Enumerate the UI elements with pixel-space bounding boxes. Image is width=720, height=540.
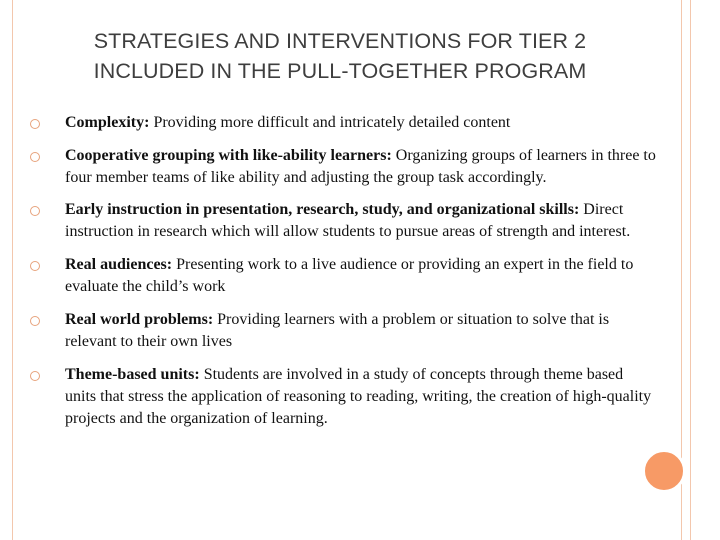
bullet-item-cooperative-grouping	[28, 145, 658, 189]
bullet-text: Presenting work to a live audience or providing an expert in the field to evaluate the child’s work	[65, 256, 634, 295]
bullet-list	[28, 112, 658, 430]
bullet-term: Theme-based units:	[65, 366, 200, 383]
bullet-text: Providing learners with a problem or situation to solve that is relevant to their own lives	[65, 311, 610, 350]
bullet-text: Organizing groups of learners in three to four member teams of like ability and adjusting the group task accordingly.	[65, 147, 656, 186]
bullet-item-real-world-problems	[28, 309, 658, 353]
bullet-term: Complexity:	[65, 114, 150, 131]
bullet-marker-icon	[30, 206, 40, 216]
bullet-marker-icon	[30, 152, 40, 162]
decorative-circle	[642, 449, 686, 493]
bullet-marker-icon	[30, 371, 40, 381]
bullet-item-early-instruction	[28, 199, 658, 243]
slide-title-line-1: STRATEGIES AND INTERVENTIONS FOR TIER 2	[93, 29, 587, 53]
bullet-item-theme-based-units	[28, 364, 658, 430]
bullet-text: Providing more difficult and intricately detailed content	[149, 114, 511, 131]
bullet-term: Real audiences:	[65, 256, 173, 273]
bullet-marker-icon	[30, 261, 40, 271]
bullet-term: Cooperative grouping with like-ability learners:	[65, 147, 392, 164]
bullet-item-complexity	[28, 112, 658, 134]
bullet-term: Real world problems:	[65, 311, 214, 328]
slide-frame-left-line	[12, 0, 13, 540]
slide-title-line-2: INCLUDED IN THE PULL-TOGETHER PROGRAM	[93, 59, 587, 83]
bullet-text: Students are involved in a study of concepts through theme based units that stress the application of reasoning to reading, writing, the creation of high-quality projects and the organization of learning.	[65, 366, 652, 427]
bullet-text: Direct instruction in research which will allow students to pursue areas of strength and interest.	[65, 201, 631, 240]
bullet-marker-icon	[30, 119, 40, 129]
bullet-term: Early instruction in presentation, research, study, and organizational skills:	[65, 201, 580, 218]
bullet-item-real-audiences	[28, 254, 658, 298]
bullet-marker-icon	[30, 316, 40, 326]
slide-title	[40, 26, 640, 86]
